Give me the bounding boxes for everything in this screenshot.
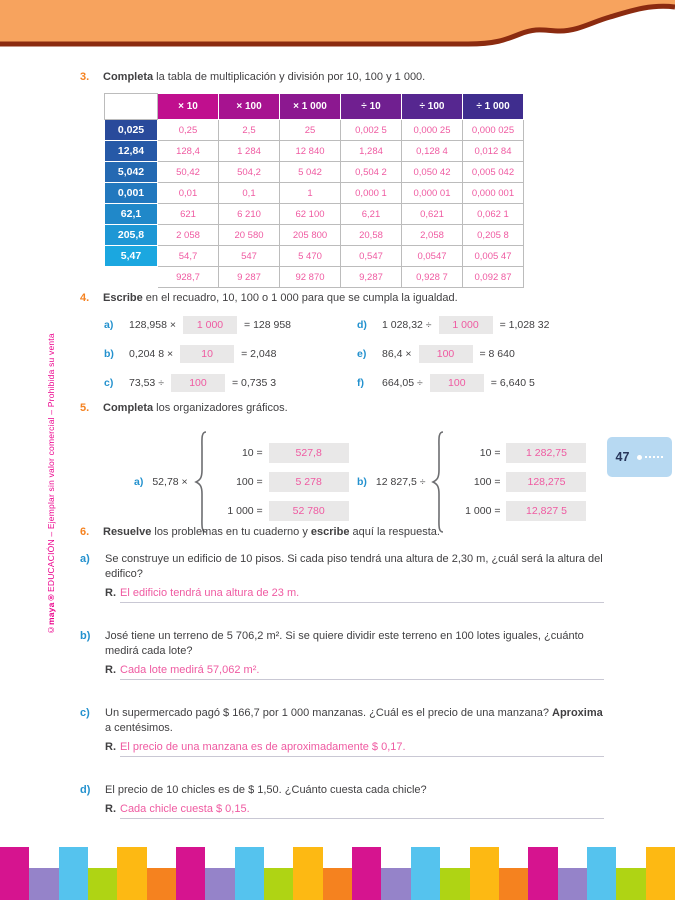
tab-dotted-line xyxy=(645,456,663,458)
column-header: ÷ 10 xyxy=(341,94,402,120)
equations-grid xyxy=(104,316,615,392)
footer-bar xyxy=(558,868,587,900)
footer-bar xyxy=(293,847,322,900)
problem-body xyxy=(105,629,604,680)
organizer-operand: 1 000 = xyxy=(227,505,263,517)
problem-question: José tiene un terreno de 5 706,2 m². Si se quiere dividir este terreno en 100 lotes iguales, ¿cuánto medirá cada lote? xyxy=(105,630,584,657)
answer-box: 12,827 5 xyxy=(506,501,586,521)
table-header-row xyxy=(105,94,524,120)
footer-bar xyxy=(411,847,440,900)
item-letter: b) xyxy=(357,476,367,488)
equation-right: = 2,048 xyxy=(241,348,277,360)
equation-item xyxy=(357,316,610,334)
answer-cell: 0,928 7 xyxy=(402,267,463,288)
multiplication-division-table xyxy=(104,93,524,288)
exercise-3-title xyxy=(80,70,610,85)
problem-body xyxy=(105,706,604,757)
table-row xyxy=(105,267,524,288)
footer-bar xyxy=(616,868,645,900)
table-row xyxy=(105,183,524,204)
exercise-6 xyxy=(80,525,604,819)
written-answer: Cada lote medirá 57,062 m². xyxy=(120,663,604,680)
organizer-operand: 100 = xyxy=(236,476,263,488)
curly-brace xyxy=(431,430,445,534)
publisher-credit xyxy=(46,287,56,635)
footer-bars xyxy=(0,847,675,900)
answer-row xyxy=(105,740,604,757)
graphic-organizers xyxy=(80,416,615,532)
organizer-operand: 100 = xyxy=(473,476,501,488)
answer-cell: 0,205 8 xyxy=(463,225,524,246)
answer-cell: 1 284 xyxy=(219,141,280,162)
answer-cell: 25 xyxy=(280,120,341,141)
answer-cell: 92 870 xyxy=(280,267,341,288)
answer-box: 5 278 xyxy=(269,472,349,492)
organizer-a-head xyxy=(134,476,188,488)
answer-cell: 2,058 xyxy=(402,225,463,246)
answer-box: 1 000 xyxy=(439,316,493,334)
answer-cell: 2,5 xyxy=(219,120,280,141)
equation-left: 128,958 × xyxy=(129,319,177,331)
answer-cell: 0,1 xyxy=(219,183,280,204)
answer-box: 100 xyxy=(430,374,484,392)
item-letter: e) xyxy=(357,348,367,360)
problem-item xyxy=(80,783,604,819)
footer-bar xyxy=(0,847,29,900)
answer-row xyxy=(105,586,604,603)
problem-question: Se construye un edificio de 10 pisos. Si cada piso tendrá una altura de 2,30 m, ¿cuál será la altura del edifico? xyxy=(105,553,603,580)
problem-question: Un supermercado pagó $ 166,7 por 1 000 manzanas. ¿Cuál es el precio de una manzana? Aproxima a centésimos. xyxy=(105,707,603,734)
exercise-3-instruction: Completa la tabla de multiplicación y división por 10, 100 y 1 000. xyxy=(103,71,426,83)
footer-bar xyxy=(323,868,352,900)
exercise-6-title xyxy=(80,525,604,540)
answer-row xyxy=(105,802,604,819)
column-header: × 1 000 xyxy=(280,94,341,120)
row-label: 0,025 xyxy=(105,120,158,141)
table-row xyxy=(105,120,524,141)
equation-left: 86,4 × xyxy=(382,348,412,360)
answer-cell: 547 xyxy=(219,246,280,267)
exercise-3 xyxy=(80,70,610,288)
exercise-4-title xyxy=(80,291,615,306)
answer-cell: 0,012 84 xyxy=(463,141,524,162)
footer-bar xyxy=(470,847,499,900)
column-header: ÷ 1 000 xyxy=(463,94,524,120)
answer-cell: 0,092 87 xyxy=(463,267,524,288)
answer-label: R. xyxy=(105,803,116,815)
footer-bar xyxy=(29,868,58,900)
footer-bar xyxy=(352,847,381,900)
answer-cell: 20,58 xyxy=(341,225,402,246)
exercise-4 xyxy=(80,291,615,392)
answer-box: 1 282,75 xyxy=(506,443,586,463)
written-answer: El precio de una manzana es de aproximadamente $ 0,17. xyxy=(120,740,604,757)
answer-box: 1 000 xyxy=(183,316,237,334)
answer-box: 100 xyxy=(171,374,225,392)
answer-box: 128,275 xyxy=(506,472,586,492)
answer-cell: 6,21 xyxy=(341,204,402,225)
row-label: 0,001 xyxy=(105,183,158,204)
answer-cell: 0,062 1 xyxy=(463,204,524,225)
organizer-a-rows xyxy=(211,443,349,521)
row-label: 205,8 xyxy=(105,225,158,246)
answer-label: R. xyxy=(105,664,116,676)
exercise-6-instruction: Resuelve los problemas en tu cuaderno y escribe aquí la respuesta. xyxy=(103,526,440,538)
answer-cell: 0,621 xyxy=(402,204,463,225)
top-wave-decoration xyxy=(0,0,675,52)
exercise-5 xyxy=(80,401,615,532)
answer-cell: 0,002 5 xyxy=(341,120,402,141)
answer-cell: 621 xyxy=(158,204,219,225)
problem-body xyxy=(105,552,604,603)
footer-bar xyxy=(499,868,528,900)
answer-box: 10 xyxy=(180,345,234,363)
page-number-tab xyxy=(607,437,672,477)
equation-right: = 128 958 xyxy=(244,319,292,331)
table-row xyxy=(105,225,524,246)
answer-label: R. xyxy=(105,587,116,599)
item-letter: f) xyxy=(357,377,364,389)
curly-brace xyxy=(194,430,208,534)
answer-label: R. xyxy=(105,741,116,753)
page-number: 47 xyxy=(615,450,630,464)
row-label: 62,1 xyxy=(105,204,158,225)
exercise-3-number: 3. xyxy=(80,71,90,83)
answer-box: 100 xyxy=(419,345,473,363)
footer-bar xyxy=(205,868,234,900)
item-letter: c) xyxy=(80,707,90,719)
item-letter: a) xyxy=(104,319,114,331)
answer-cell: 0,000 01 xyxy=(402,183,463,204)
footer-bar xyxy=(59,847,88,900)
answer-cell: 0,050 42 xyxy=(402,162,463,183)
answer-cell: 0,000 25 xyxy=(402,120,463,141)
answer-cell: 0,01 xyxy=(158,183,219,204)
row-label: 5,042 xyxy=(105,162,158,183)
footer-bar xyxy=(147,868,176,900)
organizer-b-factor: 12 827,5 ÷ xyxy=(375,476,426,488)
organizer-row xyxy=(448,501,586,521)
table-corner-cell xyxy=(105,94,158,120)
answer-cell: 128,4 xyxy=(158,141,219,162)
equation-left: 0,204 8 × xyxy=(129,348,174,360)
problem-item xyxy=(80,552,604,603)
answer-box: 527,8 xyxy=(269,443,349,463)
organizer-operand: 10 = xyxy=(241,447,263,459)
problem-item xyxy=(80,629,604,680)
credit-text: EDUCACIÓN – Ejemplar sin valor comercial – Prohibida su venta xyxy=(46,333,56,593)
answer-cell: 9,287 xyxy=(341,267,402,288)
exercise-5-instruction: Completa los organizadores gráficos. xyxy=(103,402,288,414)
answer-cell: 0,25 xyxy=(158,120,219,141)
footer-bar xyxy=(440,868,469,900)
organizer-row xyxy=(448,443,586,463)
organizer-b-head xyxy=(357,476,425,488)
item-letter: a) xyxy=(80,553,90,565)
answer-cell: 0,128 4 xyxy=(402,141,463,162)
equation-left: 73,53 ÷ xyxy=(129,377,164,389)
exercise-5-title xyxy=(80,401,615,416)
footer-bar xyxy=(587,847,616,900)
equation-right: = 8 640 xyxy=(479,348,515,360)
footer-bar xyxy=(646,847,675,900)
credit-copyright: © xyxy=(46,624,56,635)
item-letter: b) xyxy=(80,630,91,642)
answer-cell: 12 840 xyxy=(280,141,341,162)
exercise-6-number: 6. xyxy=(80,526,90,538)
answer-cell: 1 xyxy=(280,183,341,204)
row-label: 12,84 xyxy=(105,141,158,162)
equation-item xyxy=(104,345,357,363)
organizer-b-rows xyxy=(448,443,586,521)
row-label: 92,87 xyxy=(105,267,158,288)
equation-item xyxy=(357,345,610,363)
credit-brand: maya® xyxy=(46,592,56,625)
problem-body xyxy=(105,783,604,819)
item-letter: d) xyxy=(357,319,367,331)
answer-row xyxy=(105,663,604,680)
answer-cell: 5 470 xyxy=(280,246,341,267)
problem-item xyxy=(80,706,604,757)
written-answer: El edificio tendrá una altura de 23 m. xyxy=(120,586,604,603)
footer-bar xyxy=(88,868,117,900)
equation-left: 1 028,32 ÷ xyxy=(382,319,432,331)
answer-cell: 54,7 xyxy=(158,246,219,267)
problems-list xyxy=(80,552,604,819)
exercise-4-number: 4. xyxy=(80,292,90,304)
footer-bar xyxy=(117,847,146,900)
item-letter: d) xyxy=(80,784,91,796)
exercise-5-number: 5. xyxy=(80,402,90,414)
tab-dot xyxy=(637,455,642,460)
table-row xyxy=(105,162,524,183)
answer-cell: 504,2 xyxy=(219,162,280,183)
table-row xyxy=(105,246,524,267)
item-letter: c) xyxy=(104,377,114,389)
footer-bar xyxy=(235,847,264,900)
answer-cell: 20 580 xyxy=(219,225,280,246)
equation-item xyxy=(104,316,357,334)
item-letter: b) xyxy=(104,348,114,360)
answer-cell: 1,284 xyxy=(341,141,402,162)
problem-question: El precio de 10 chicles es de $ 1,50. ¿Cuánto cuesta cada chicle? xyxy=(105,784,427,796)
footer-bar xyxy=(528,847,557,900)
answer-cell: 9 287 xyxy=(219,267,280,288)
footer-bar xyxy=(264,868,293,900)
organizer-row xyxy=(211,501,349,521)
answer-cell: 2 058 xyxy=(158,225,219,246)
item-letter: a) xyxy=(134,476,144,488)
organizer-row xyxy=(211,443,349,463)
answer-cell: 0,000 1 xyxy=(341,183,402,204)
equation-item xyxy=(357,374,610,392)
answer-cell: 205 800 xyxy=(280,225,341,246)
organizer-operand: 10 = xyxy=(479,447,501,459)
answer-cell: 62 100 xyxy=(280,204,341,225)
organizer-row xyxy=(211,472,349,492)
table-row xyxy=(105,204,524,225)
answer-cell: 0,504 2 xyxy=(341,162,402,183)
answer-cell: 50,42 xyxy=(158,162,219,183)
answer-cell: 5 042 xyxy=(280,162,341,183)
equation-item xyxy=(104,374,357,392)
equation-left: 664,05 ÷ xyxy=(382,377,423,389)
organizer-b xyxy=(357,430,586,534)
organizer-operand: 1 000 = xyxy=(465,505,501,517)
footer-bar xyxy=(176,847,205,900)
column-header: × 10 xyxy=(158,94,219,120)
table-row xyxy=(105,141,524,162)
organizer-a xyxy=(134,430,349,534)
equation-right: = 6,640 5 xyxy=(490,377,535,389)
answer-cell: 0,547 xyxy=(341,246,402,267)
row-label: 5,47 xyxy=(105,246,158,267)
equation-right: = 1,028 32 xyxy=(499,319,550,331)
exercise-4-instruction: Escribe en el recuadro, 10, 100 o 1 000 para que se cumpla la igualdad. xyxy=(103,292,458,304)
equation-right: = 0,735 3 xyxy=(231,377,277,389)
answer-cell: 0,0547 xyxy=(402,246,463,267)
answer-cell: 6 210 xyxy=(219,204,280,225)
column-header: ÷ 100 xyxy=(402,94,463,120)
footer-bar xyxy=(381,868,410,900)
answer-box: 52 780 xyxy=(269,501,349,521)
answer-cell: 0,000 025 xyxy=(463,120,524,141)
answer-cell: 0,005 042 xyxy=(463,162,524,183)
answer-cell: 0,000 001 xyxy=(463,183,524,204)
organizer-row xyxy=(448,472,586,492)
organizer-a-factor: 52,78 × xyxy=(152,476,188,488)
written-answer: Cada chicle cuesta $ 0,15. xyxy=(120,802,604,819)
answer-cell: 928,7 xyxy=(158,267,219,288)
column-header: × 100 xyxy=(219,94,280,120)
answer-cell: 0,005 47 xyxy=(463,246,524,267)
